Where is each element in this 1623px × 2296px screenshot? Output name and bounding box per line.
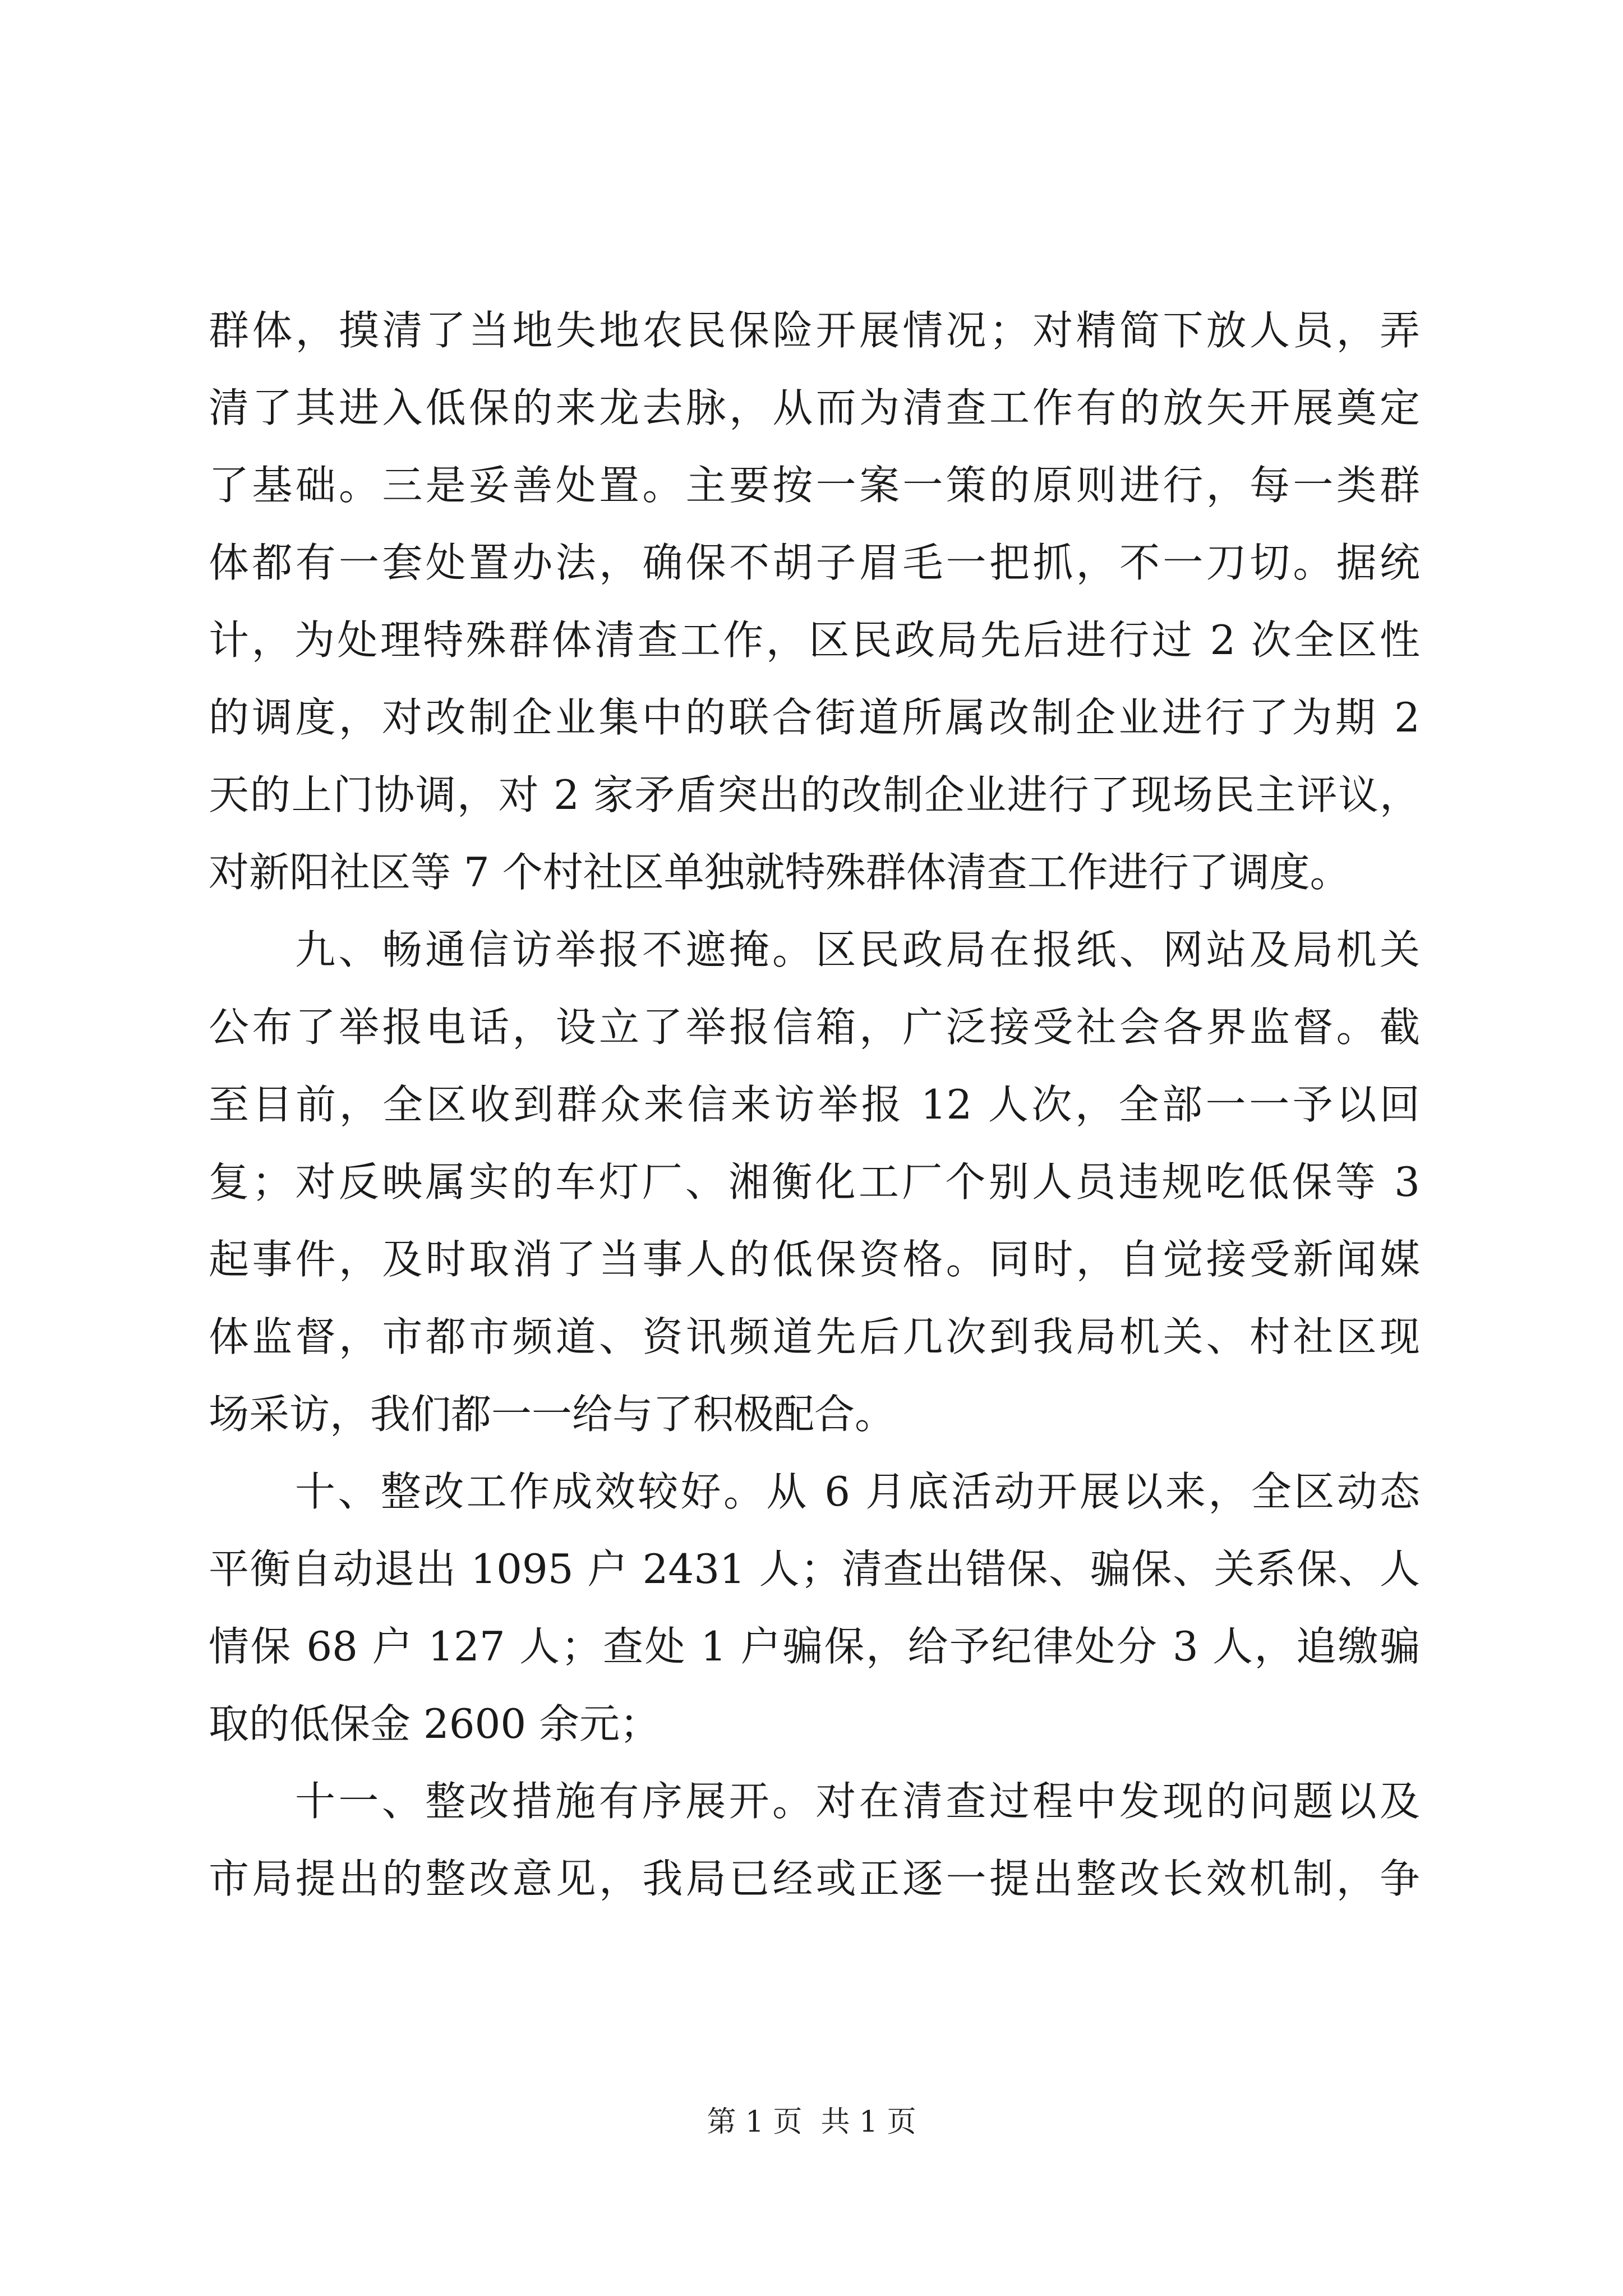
text-line: 群体，摸清了当地失地农民保险开展情况；对精简下放人员，弄 [209, 307, 1420, 354]
text-line: 体都有一套处置办法，确保不胡子眉毛一把抓，不一刀切。据统 [209, 539, 1420, 586]
page-number-label: 第 1 页 共 1 页 [707, 2105, 916, 2139]
text-line: 九、畅通信访举报不遮掩。区民政局在报纸、网站及局机关 [295, 926, 1420, 973]
page-footer [0, 2102, 1623, 2142]
text-line: 的调度，对改制企业集中的联合街道所属改制企业进行了为期 2 [209, 694, 1420, 741]
text-line: 复；对反映属实的车灯厂、湘衡化工厂个别人员违规吃低保等 3 [209, 1158, 1420, 1205]
body-text [209, 292, 1420, 1917]
text-line: 场采访，我们都一一给与了积极配合。 [209, 1391, 896, 1438]
text-line: 起事件，及时取消了当事人的低保资格。同时，自觉接受新闻媒 [209, 1236, 1420, 1283]
text-line: 十一、整改措施有序展开。对在清查过程中发现的问题以及 [295, 1778, 1420, 1825]
text-line: 市局提出的整改意见，我局已经或正逐一提出整改长效机制，争 [209, 1855, 1420, 1902]
text-line: 天的上门协调，对 2 家矛盾突出的改制企业进行了现场民主评议， [209, 771, 1420, 818]
text-line: 平衡自动退出 1095 户 2431 人；清查出错保、骗保、关系保、人 [209, 1545, 1420, 1593]
text-line: 取的低保金 2600 余元； [209, 1700, 661, 1747]
text-line: 了基础。三是妥善处置。主要按一案一策的原则进行，每一类群 [209, 462, 1420, 509]
text-line: 公布了举报电话，设立了举报信箱，广泛接受社会各界监督。截 [209, 1004, 1420, 1051]
text-line: 对新阳社区等 7 个村社区单独就特殊群体清查工作进行了调度。 [209, 849, 1350, 896]
text-line: 体监督，市都市频道、资讯频道先后几次到我局机关、村社区现 [209, 1313, 1420, 1360]
text-line: 至目前，全区收到群众来信来访举报 12 人次，全部一一予以回 [209, 1081, 1420, 1128]
text-line: 计，为处理特殊群体清查工作，区民政局先后进行过 2 次全区性 [209, 616, 1420, 664]
text-line: 情保 68 户 127 人；查处 1 户骗保，给予纪律处分 3 人，追缴骗 [209, 1623, 1420, 1670]
text-line: 清了其进入低保的来龙去脉，从而为清查工作有的放矢开展奠定 [209, 384, 1420, 431]
text-line: 十、整改工作成效较好。从 6 月底活动开展以来，全区动态 [295, 1468, 1420, 1515]
